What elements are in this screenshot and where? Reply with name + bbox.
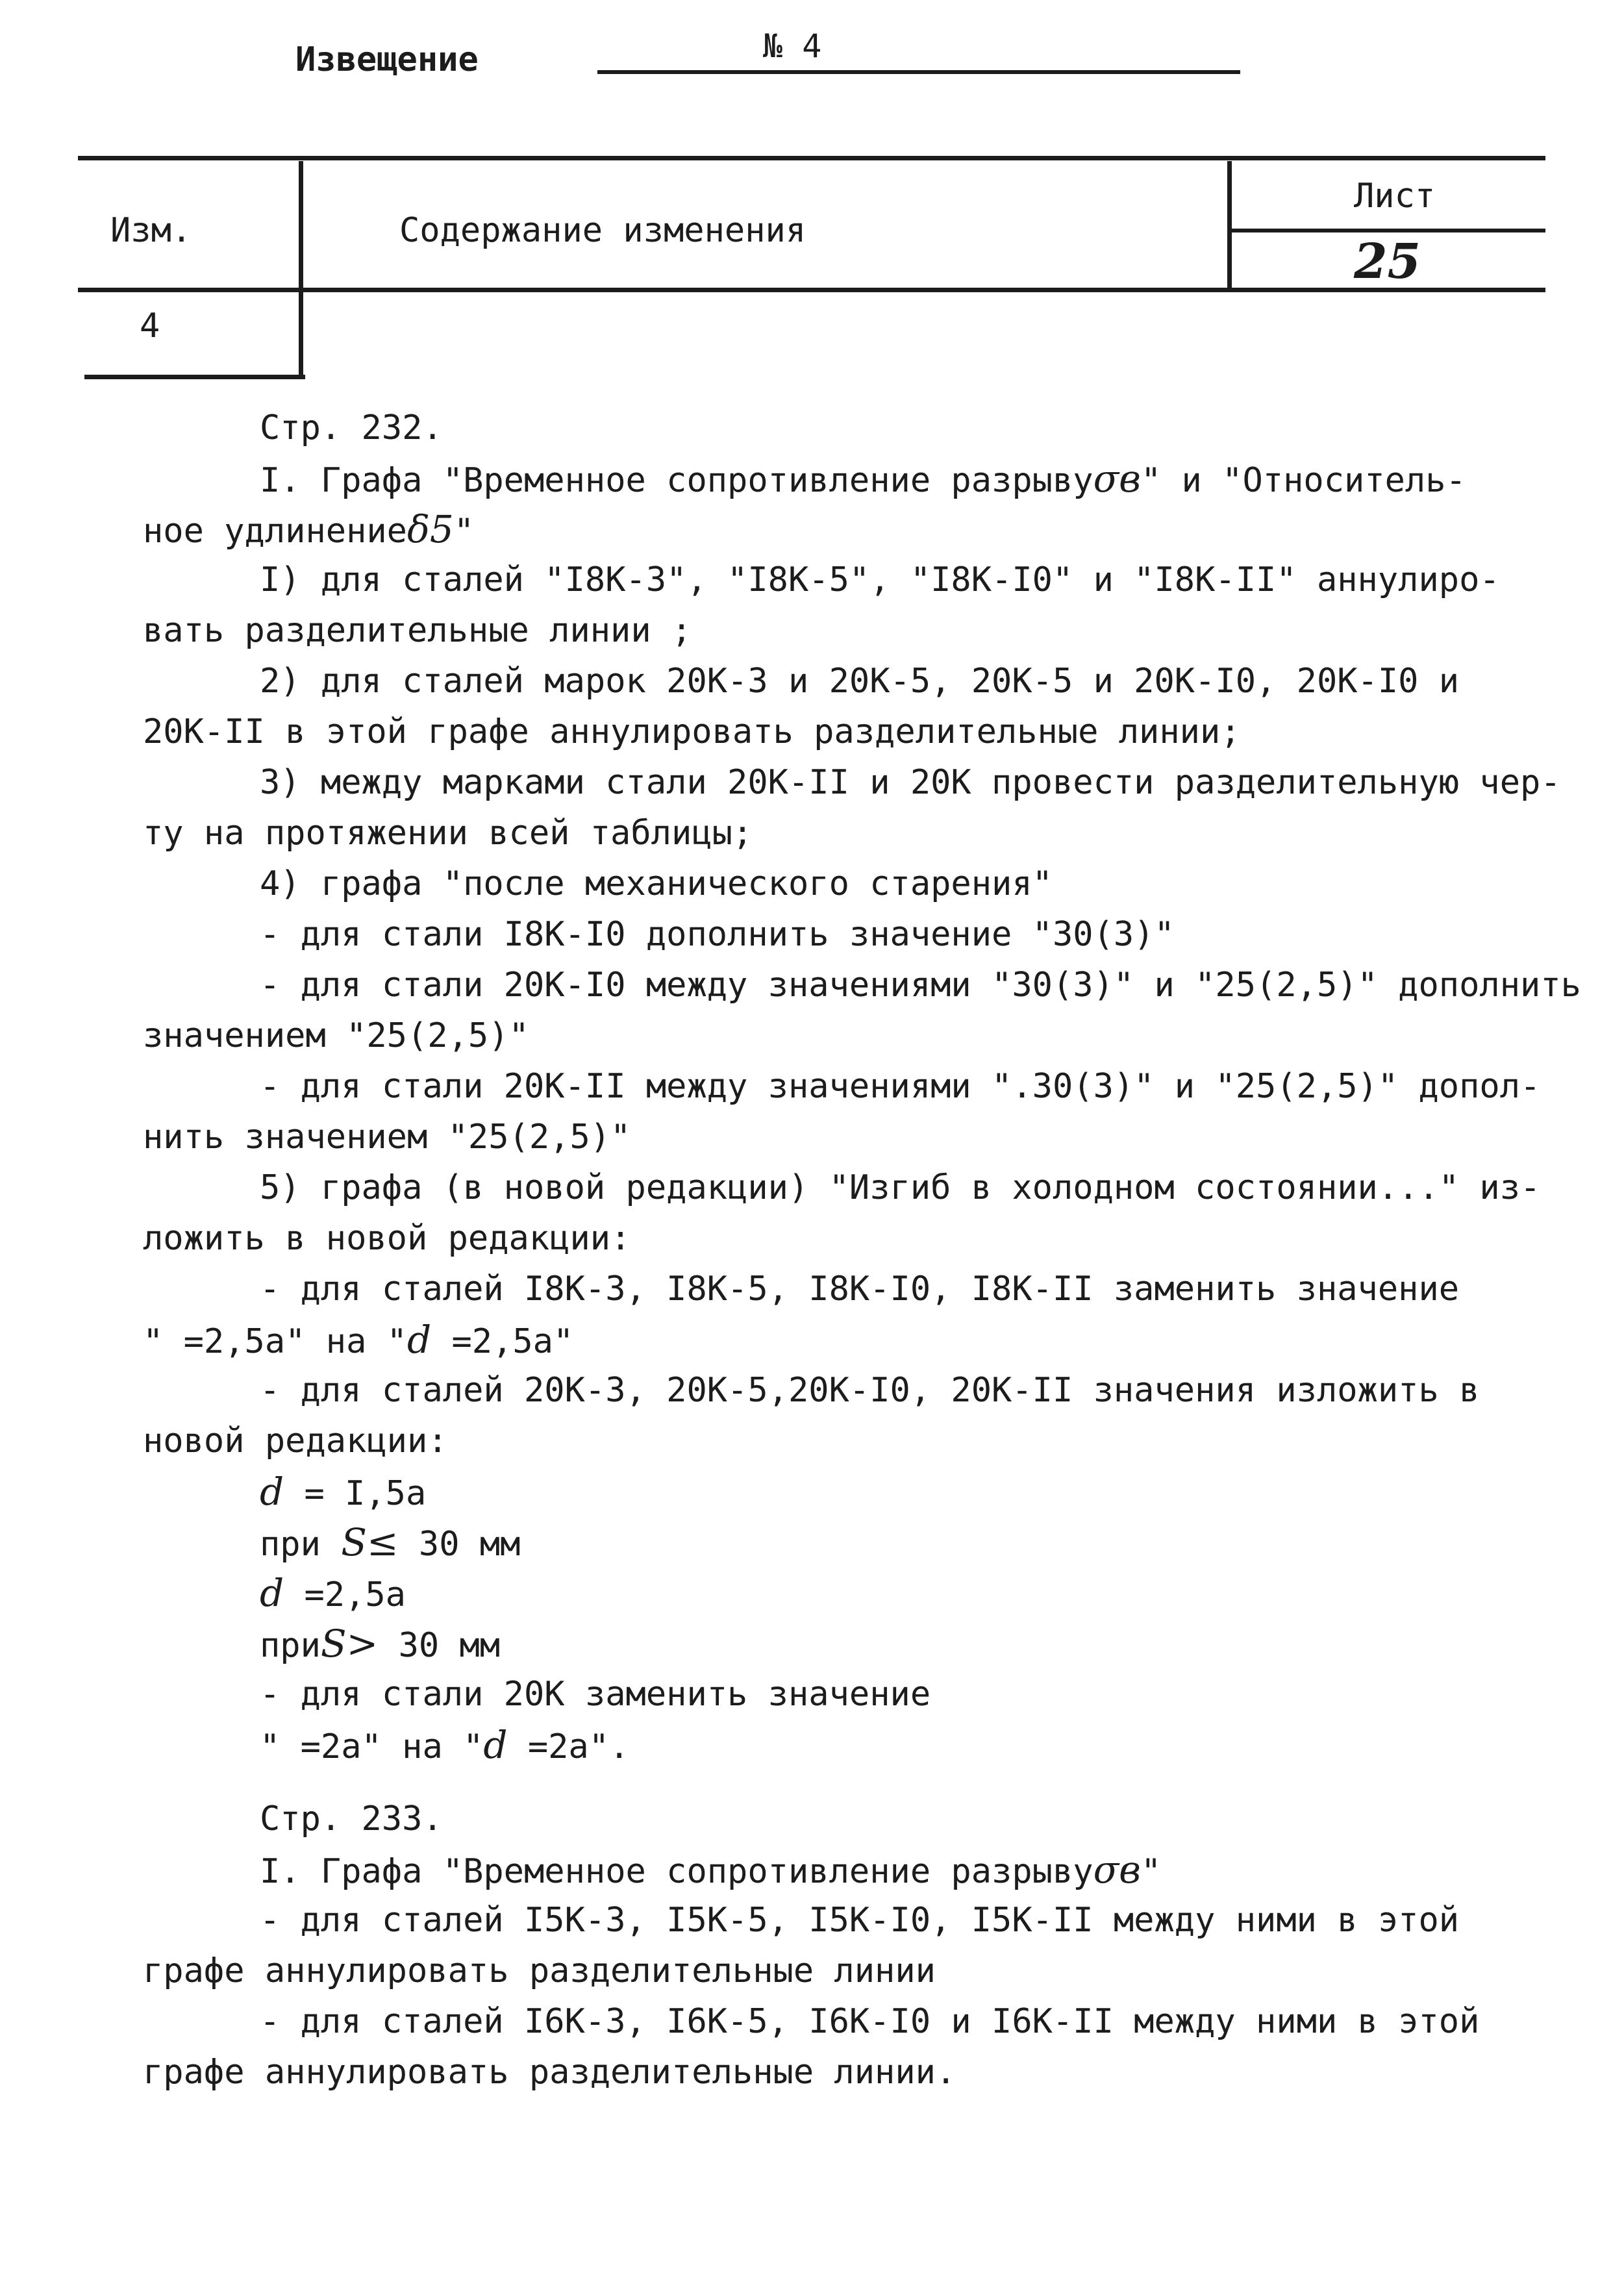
body-line: 4) графа "после механического старения" — [260, 864, 1053, 903]
body-line: графе аннулировать разделительные линии — [143, 1951, 936, 1990]
body-line: новой редакции: — [143, 1422, 448, 1461]
formula-line: d = I,5a — [260, 1470, 427, 1514]
col-change-header: Изм. — [110, 211, 192, 250]
body-line: - для сталей I5К-3, I5К-5, I5К-I0, I5К-II между ними в этой — [260, 1901, 1460, 1940]
table-mid-rule — [78, 288, 1545, 292]
body-line: - для сталей I8К-3, I8К-5, I8К-I0, I8К-II заменить значение — [260, 1270, 1460, 1309]
body-line: 5) графа (в новой редакции) "Изгиб в холодном состоянии..." из- — [260, 1168, 1541, 1207]
body-line: I) для сталей "I8К-3", "I8К-5", "I8К-I0" и "I8К-II" аннулиро- — [260, 560, 1500, 599]
body-line: - для сталей I6К-3, I6К-5, I6К-I0 и I6К-II между ними в этой — [260, 2002, 1480, 2041]
sheet-divider — [1230, 229, 1545, 232]
table-bottom-rule — [84, 375, 305, 379]
body-line: 2) для сталей марок 20К-3 и 20К-5, 20К-5 и 20К-I0, 20К-I0 и — [260, 662, 1460, 701]
body-line: ту на протяжении всей таблицы; — [143, 814, 753, 853]
notice-number: № 4 — [763, 27, 822, 65]
body-line: 3) между марками стали 20К-II и 20К провести разделительную чер- — [260, 763, 1561, 802]
change-number: 4 — [140, 307, 160, 345]
formula-line: приS> 30 мм — [260, 1622, 501, 1666]
d-symbol: d — [260, 1571, 284, 1615]
page-ref-232: Стр. 232. — [260, 408, 443, 447]
notice-underline — [597, 70, 1240, 74]
sheet-number: 25 — [1354, 234, 1421, 290]
body-line: - для сталей 20К-3, 20К-5,20К-I0, 20К-II значения изложить в — [260, 1371, 1480, 1410]
body-line: " =2a" на "d =2a". — [260, 1723, 630, 1767]
table-col-divider-2 — [1227, 161, 1232, 290]
body-line: 20К-II в этой графе аннулировать разделительные линии; — [143, 712, 1241, 751]
body-line: - для стали 20К-I0 между значениями "30(3)" и "25(2,5)" дополнить — [260, 966, 1581, 1005]
body-line: нить значением "25(2,5)" — [143, 1118, 631, 1157]
d-symbol: d — [260, 1470, 284, 1514]
body-line: ное удлинениеδ5" — [143, 507, 475, 551]
notice-label: Извещение — [295, 40, 479, 79]
s-symbol: S≤ — [341, 1520, 399, 1564]
table-top-rule — [78, 156, 1545, 160]
col-sheet-header: Лист — [1354, 177, 1436, 216]
formula-line: d =2,5a — [260, 1571, 406, 1615]
body-line: " =2,5a" на "d =2,5a" — [143, 1318, 574, 1362]
body-line: вать разделительные линии ; — [143, 611, 692, 650]
s-symbol: S> — [320, 1622, 379, 1666]
col-content-header: Содержание изменения — [399, 211, 806, 250]
sigma-symbol: σв — [1093, 457, 1141, 501]
body-line: I. Графа "Временное сопротивление разрывуσв" — [260, 1848, 1162, 1892]
body-line: ложить в новой редакции: — [143, 1219, 631, 1258]
d-symbol: d — [483, 1723, 508, 1767]
sigma-symbol: σв — [1093, 1848, 1141, 1892]
d-symbol: d — [407, 1318, 432, 1362]
body-line: значением "25(2,5)" — [143, 1016, 529, 1055]
body-line: - для стали 20К-II между значениями ".30(3)" и "25(2,5)" допол- — [260, 1067, 1541, 1106]
delta-symbol: δ5 — [407, 507, 454, 551]
table-col-divider-1 — [299, 161, 303, 379]
body-line: - для стали 20К заменить значение — [260, 1675, 931, 1714]
body-line: графе аннулировать разделительные линии. — [143, 2053, 956, 2092]
formula-line: при S≤ 30 мм — [260, 1520, 521, 1564]
body-line: I. Графа "Временное сопротивление разрывуσв" и "Относитель- — [260, 457, 1466, 501]
page-ref-233: Стр. 233. — [260, 1799, 443, 1838]
body-line: - для стали I8К-I0 дополнить значение "30(3)" — [260, 915, 1175, 954]
